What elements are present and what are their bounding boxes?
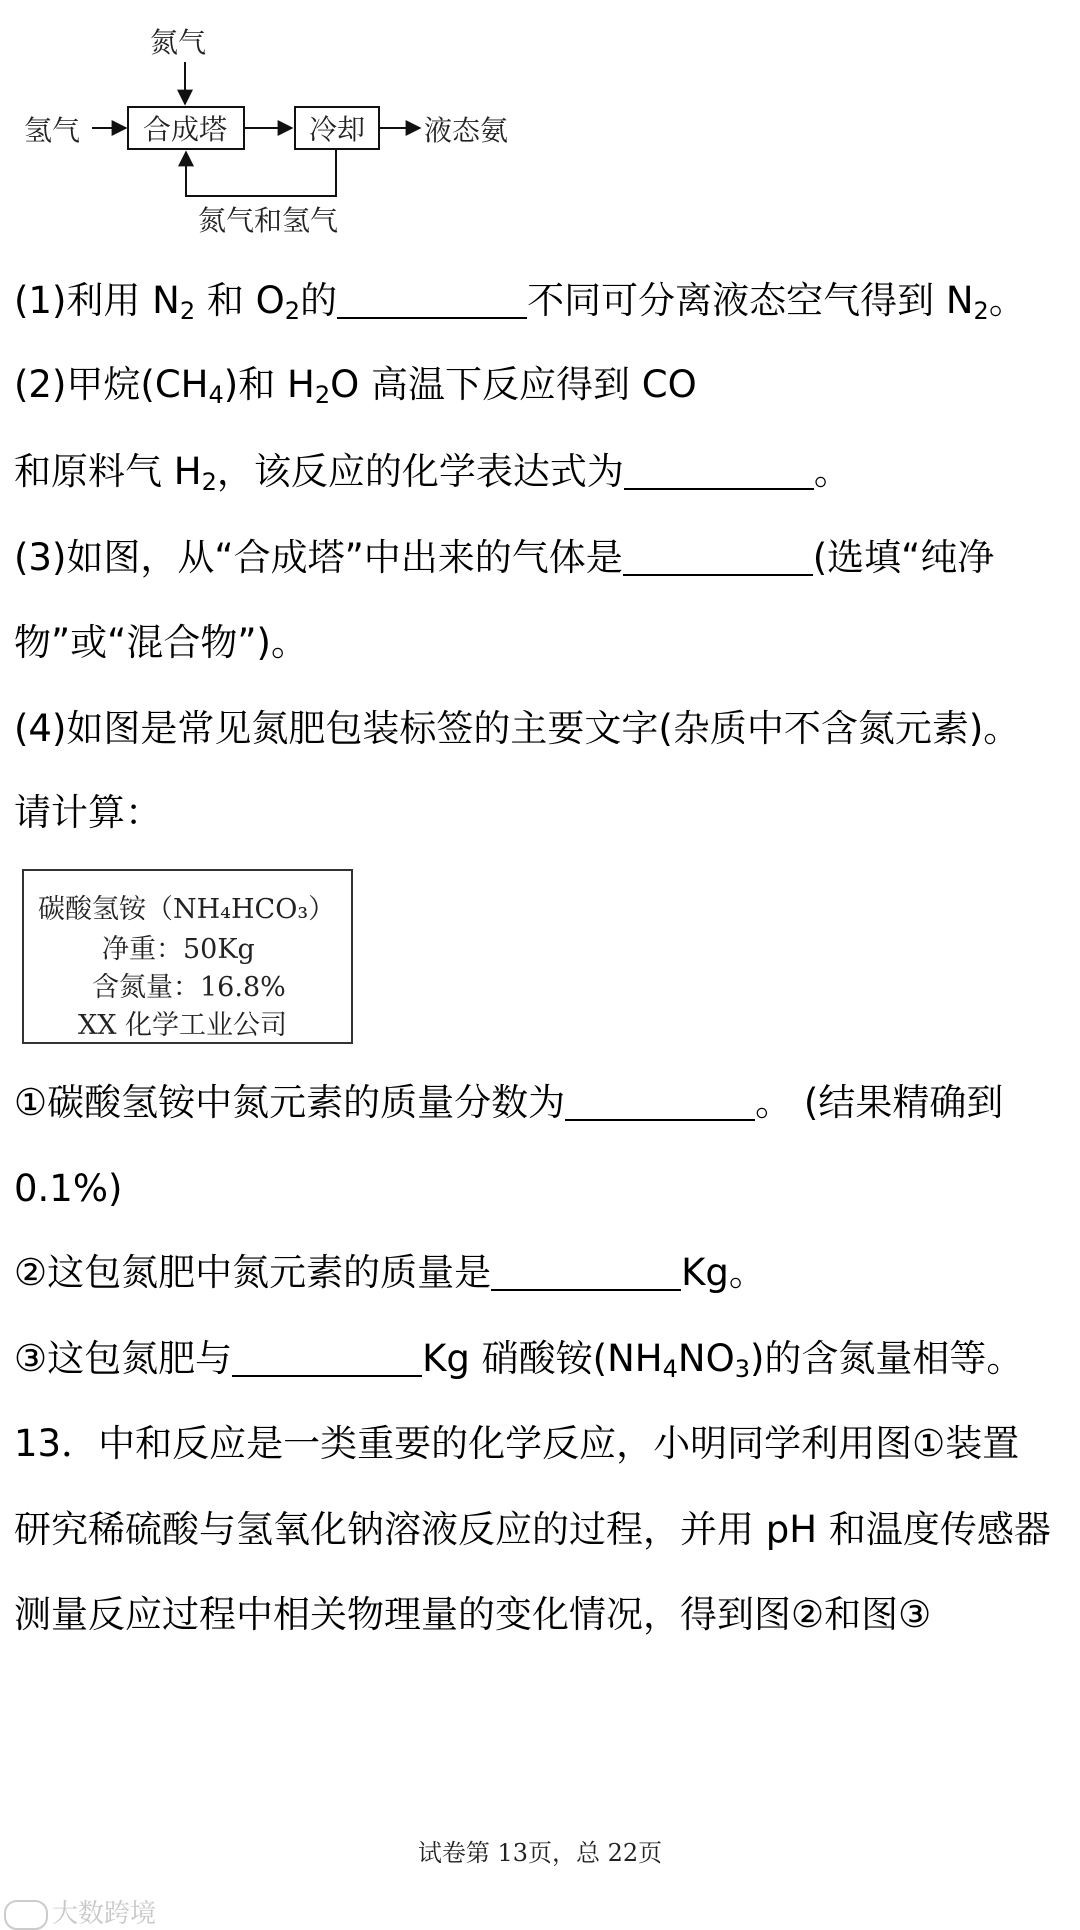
- recycle-loop-arrow: [186, 149, 336, 196]
- question-4-1-cont: 0.1%): [14, 1167, 123, 1210]
- question-13-line-3: 测量反应过程中相关物理量的变化情况，得到图②和图③: [14, 1593, 932, 1636]
- label-product-name: 碳酸氢铵（NH₄HCO₃）: [38, 894, 336, 925]
- q2-text-end: 。: [813, 450, 851, 493]
- cooling-label: 冷却: [309, 113, 366, 146]
- q1-sub-3: 2: [973, 297, 989, 325]
- q1-sub-1: 2: [179, 297, 196, 325]
- watermark-logo-icon: [4, 1900, 48, 1930]
- q1-text-b: 和 O: [206, 279, 285, 322]
- question-3-line-1: [14, 535, 994, 581]
- q4-1-text-b: 。 (结果精确到: [755, 1081, 1004, 1124]
- q4-3-text-c: NO: [677, 1337, 735, 1380]
- q4-3-text-b: Kg 硝酸铵(NH: [422, 1337, 663, 1380]
- question-4-2: [14, 1250, 766, 1296]
- q4-1-text-a: ①碳酸氢铵中氮元素的质量分数为: [14, 1081, 566, 1124]
- q4-3-text-a: ③这包氮肥与: [14, 1337, 233, 1380]
- q4-3-sub-1: 4: [662, 1355, 678, 1383]
- q2-sub-1: 4: [208, 381, 224, 409]
- q2-text-e: ，该反应的化学表达式为: [216, 450, 624, 493]
- page-footer: 试卷第 13页，总 22页: [417, 1839, 663, 1867]
- label-nitrogen-content: 含氮量：16.8%: [92, 972, 286, 1003]
- q3-text-b: (选填“纯净: [812, 536, 995, 579]
- question-1: [14, 278, 1026, 324]
- synthesis-tower-label: 合成塔: [143, 113, 228, 146]
- q2-answer-blank[interactable]: [624, 452, 814, 490]
- label-company: XX 化学工业公司: [78, 1010, 288, 1041]
- q2-sub-2: 2: [314, 381, 331, 409]
- q4-2-text-b: Kg。: [681, 1251, 766, 1294]
- q1-text-end: 。: [988, 279, 1026, 322]
- q4-3-text-d: )的含氮量相等。: [750, 1337, 1024, 1380]
- q1-sub-2: 2: [284, 297, 301, 325]
- question-4-line-1: (4)如图是常见氮肥包装标签的主要文字(杂质中不含氮元素)。: [14, 707, 1021, 750]
- question-3-line-2: 物”或“混合物”)。: [14, 621, 308, 664]
- ammonia-synthesis-flow-diagram: [0, 0, 560, 245]
- q1-text-a: (1)利用 N: [14, 279, 180, 322]
- q1-answer-blank[interactable]: [337, 281, 527, 319]
- q4-2-answer-blank[interactable]: [491, 1253, 681, 1291]
- liquid-ammonia-label: 液态氨: [424, 114, 509, 147]
- q4-2-text-a: ②这包氮肥中氮元素的质量是: [14, 1251, 492, 1294]
- recycle-gas-label: 氮气和氢气: [198, 204, 339, 237]
- question-4-3: [14, 1336, 1023, 1382]
- q3-answer-blank[interactable]: [623, 538, 813, 576]
- question-2-line-2: [14, 449, 851, 495]
- q2-text-c: O 高温下反应得到 CO: [330, 363, 697, 406]
- q2-text-a: (2)甲烷(CH: [14, 363, 209, 406]
- question-2-line-1: [14, 362, 697, 408]
- question-4-line-2: 请计算：: [14, 791, 162, 834]
- hydrogen-input-label: 氢气: [24, 114, 81, 147]
- q1-text-c: 的: [300, 279, 338, 322]
- question-4-1: [14, 1080, 1003, 1126]
- question-13-line-1: 13．中和反应是一类重要的化学反应，小明同学利用图①装置: [14, 1422, 1020, 1465]
- q4-3-answer-blank[interactable]: [232, 1339, 422, 1377]
- q2-text-b: )和 H: [223, 363, 315, 406]
- label-net-weight: 净重：50Kg: [102, 934, 255, 965]
- q3-text-a: (3)如图，从“合成塔”中出来的气体是: [14, 536, 623, 579]
- q1-text-d: 不同可分离液态空气得到 N: [527, 279, 974, 322]
- nitrogen-input-label: 氮气: [150, 26, 207, 59]
- watermark: [4, 1893, 156, 1930]
- watermark-text: 大数跨境: [52, 1899, 157, 1929]
- q4-3-sub-2: 3: [734, 1355, 750, 1383]
- q2-text-d: 和原料气 H: [14, 450, 202, 493]
- fertilizer-label: [22, 869, 353, 1044]
- q2-sub-3: 2: [201, 468, 217, 496]
- question-13-line-2: 研究稀硫酸与氢氧化钠溶液反应的过程，并用 pH 和温度传感器: [14, 1508, 1051, 1551]
- q4-1-answer-blank[interactable]: [565, 1083, 755, 1121]
